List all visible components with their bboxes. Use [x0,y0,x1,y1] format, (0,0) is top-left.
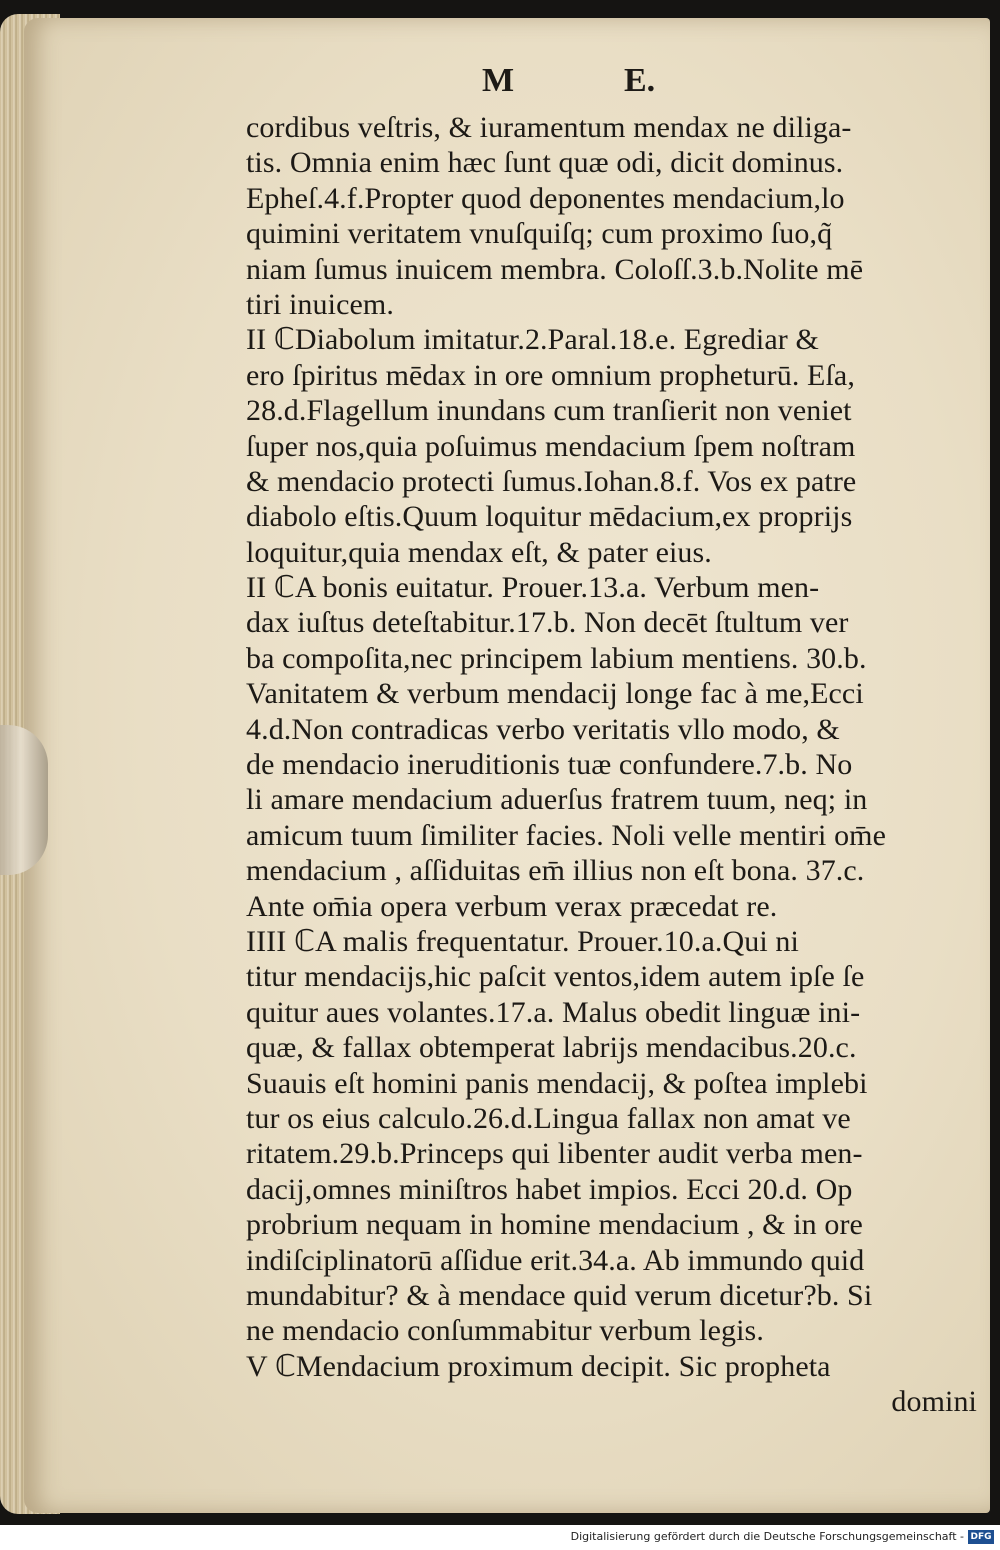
text-line: Suauis eſt homini panis mendacij, & poſtea implebi [246,1066,868,1100]
text-line: quæ, & fallax obtemperat labrijs mendacibus.20.c. [246,1031,857,1065]
text-line: ritatem.29.b.Princeps qui libenter audit verba men- [246,1137,863,1171]
catchword: domini [891,1385,977,1419]
text-line: II ℂA bonis euitatur. Prouer.13.a. Verbum men- [246,571,820,605]
running-header [478,62,668,102]
body-text [246,110,981,1419]
text-line: mendacium , aſſiduitas em̄ illius non eſt bona. 37.c. [246,854,865,888]
text-line: mundabitur? & à mendace quid verum dicetur?b. Si [246,1278,873,1312]
header-letter-right: E. [624,62,656,99]
text-line: titur mendacijs,hic paſcit ventos,idem autem ipſe ſe [246,960,865,994]
text-line: 4.d.Non contradicas verbo veritatis vllo modo, & [246,712,840,746]
text-line: ba compoſita,nec principem labium mentiens. 30.b. [246,641,867,675]
text-line: quimini veritatem vnuſquiſq; cum proximo ſuo,q̃ [246,217,833,251]
text-line: li amare mendacium aduerſus fratrem tuum, neq; in [246,783,868,817]
text-line: & mendacio protecti ſumus.Iohan.8.f. Vos ex patre [246,464,857,498]
text-line: tur os eius calculo.26.d.Lingua fallax non amat ve [246,1101,851,1135]
text-line: loquitur,quia mendax eſt, & pater eius. [246,535,712,569]
text-line: tis. Omnia enim hæc ſunt quæ odi, dicit dominus. [246,146,844,180]
text-line: 28.d.Flagellum inundans cum tranſierit non veniet [246,394,852,428]
text-line: ero ſpiritus mēdax in ore omnium propheturū. Eſa, [246,358,855,392]
text-line: dax iuſtus deteſtabitur.17.b. Non decēt ſtultum ver [246,606,849,640]
text-line: ſuper nos,quia poſuimus mendacium ſpem noſtram [246,429,856,463]
text-line: de mendacio ineruditionis tuæ confundere.7.b. No [246,748,853,782]
text-line: indiſciplinatorū aſſidue erit.34.a. Ab immundo quid [246,1243,865,1277]
header-letter-left: M [482,62,515,99]
text-line: tiri inuicem. [246,287,394,321]
text-line: niam ſumus inuicem membra. Coloſſ.3.b.Nolite mē [246,252,864,286]
text-line: Epheſ.4.f.Propter quod deponentes mendacium,lo [246,181,845,215]
text-line: quitur aues volantes.17.a. Malus obedit linguæ ini- [246,995,861,1029]
text-line: cordibus veſtris, & iuramentum mendax ne diliga- [246,111,852,144]
dfg-logo-badge: DFG [968,1530,994,1544]
funding-credit: Digitalisierung gefördert durch die Deutsche Forschungsgemeinschaft - [570,1530,964,1543]
footer-bar [0,1525,1000,1550]
text-line: IIII ℂA malis frequentatur. Prouer.10.a.Qui ni [246,924,799,958]
text-line: Vanitatem & verbum mendacij longe fac à me,Ecci [246,677,864,711]
text-line: V ℂMendacium proximum decipit. Sic propheta [246,1349,831,1383]
text-line: probrium nequam in homine mendacium , & in ore [246,1208,863,1242]
text-line: ne mendacio conſummabitur verbum legis. [246,1314,764,1348]
text-line: Ante om̄ia opera verbum verax præcedat re. [246,889,778,923]
page-clip [0,725,48,875]
text-line: amicum tuum ſimiliter facies. Noli velle mentiri om̄e [246,818,887,852]
text-line: II ℂDiabolum imitatur.2.Paral.18.e. Egrediar & [246,323,819,357]
text-line: dacij,omnes miniſtros habet impios. Ecci 20.d. Op [246,1172,853,1206]
text-line: diabolo eſtis.Quum loquitur mēdacium,ex proprijs [246,500,853,534]
